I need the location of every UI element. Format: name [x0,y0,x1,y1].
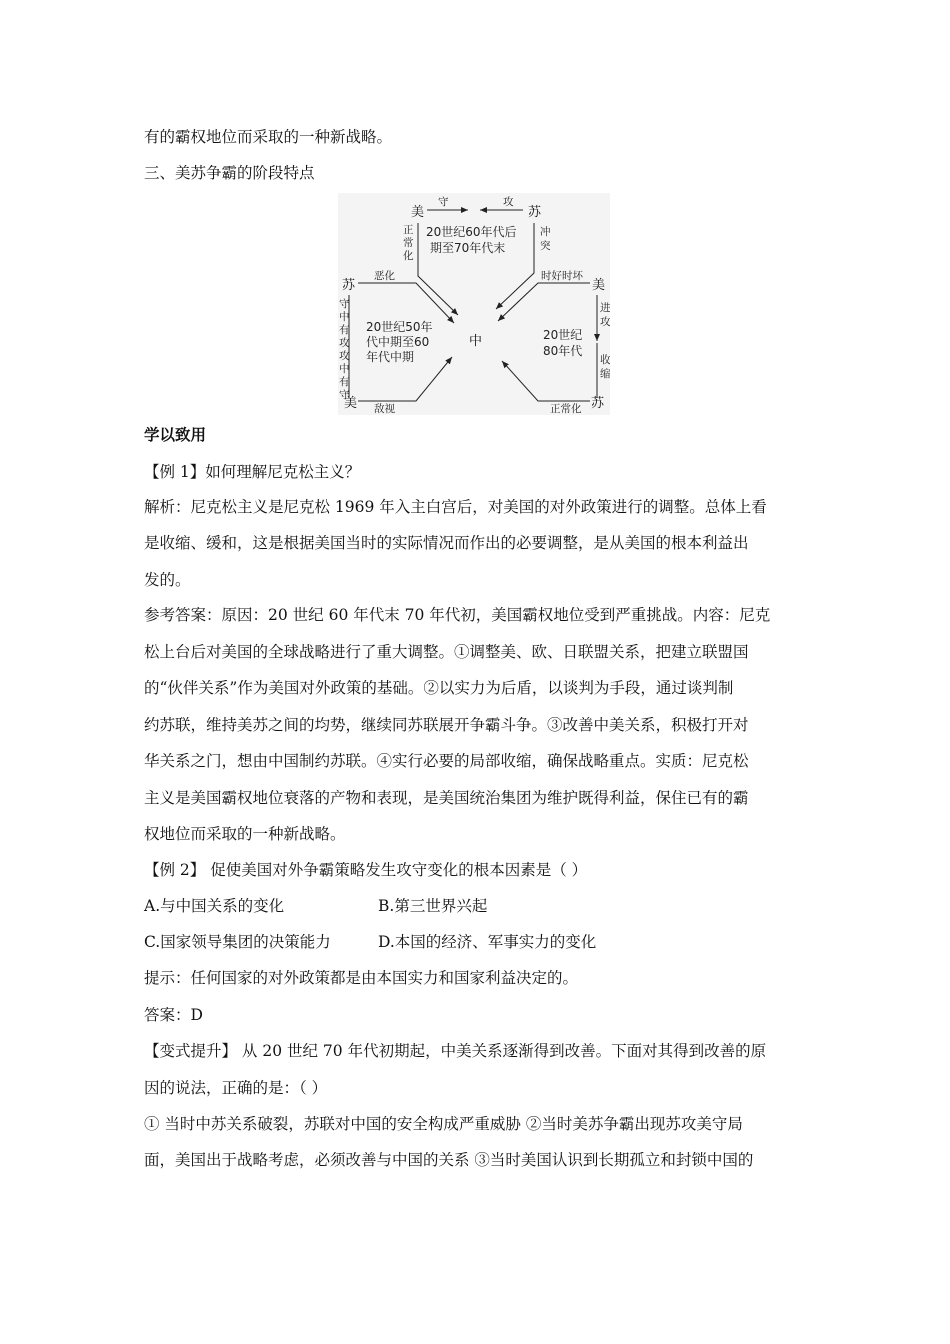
right-period-line1: 20世纪 [543,328,583,342]
left-vertical-char: 攻 [339,337,350,349]
reference-answer: 权地位而采取的一种新战略。 [144,825,346,843]
left-period-line1: 20世纪50年 [366,320,433,334]
option-b: B.第三世界兴起 [378,897,488,915]
top-us-node: 美 [411,205,425,220]
right-ussr-node: 苏 [591,396,605,411]
example2-question: 【例 2】 促使美国对外争霸策略发生攻守变化的根本因素是（ ） [144,861,588,879]
left-vertical-char: 守 [339,389,350,401]
top-right-arrow-char: 冲 [540,226,551,238]
variant-question: 因的说法，正确的是：（ ） [144,1079,328,1097]
example1-analysis: 发的。 [144,571,191,589]
subheading: 三、美苏争霸的阶段特点 [144,164,315,182]
left-us-node: 美 [344,396,358,411]
left-period-line2: 代中期至60 [366,335,430,349]
top-left-arrow-char: 正 [403,224,414,236]
left-vertical-char: 中 [339,363,350,375]
left-vertical-char: 中 [339,311,350,323]
right-vertical-char: 攻 [600,316,610,328]
reference-answer: 松上台后对美国的全球战略进行了重大调整。①调整美、欧、日联盟关系，把建立联盟国 [144,643,749,661]
reference-answer: 主义是美国霸权地位衰落的产物和表现，是美国统治集团为维护既得利益，保住已有的霸 [144,789,749,807]
left-vertical-char: 攻 [339,350,350,362]
right-vertical-char: 收 [600,354,610,366]
example1-question: 【例 1】如何理解尼克松主义？ [144,463,361,481]
china-center-node: 中 [469,334,483,349]
reference-answer: 约苏联，维持美苏之间的均势，继续同苏联展开争霸斗争。③改善中美关系，积极打开对 [144,716,749,734]
option-c: C.国家领导集团的决策能力 [144,933,331,951]
left-hostile-label: 敌视 [374,403,395,415]
top-left-arrow-char: 常 [403,237,414,249]
reference-answer: 参考答案：原因：20 世纪 60 年代末 70 年代初，美国霸权地位受到严重挑战。内容：尼克 [144,606,771,624]
top-defend-label: 守 [438,196,449,208]
right-vertical-char: 进 [600,302,610,314]
left-vertical-char: 守 [339,298,350,310]
right-period-line2: 80年代 [543,344,583,358]
left-vertical-char: 有 [339,324,350,336]
us-ussr-rivalry-diagram [338,193,610,415]
variant-question: 【变式提升】 从 20 世纪 70 年代初期起，中美关系逐渐得到改善。下面对其得到改善的原 [144,1042,767,1060]
text-line: 有的霸权地位而采取的一种新战略。 [144,128,393,146]
left-period-line3: 年代中期 [366,350,415,364]
section-heading: 学以致用 [144,425,207,444]
top-right-arrow-char: 突 [540,240,551,252]
variant-options: 面，美国出于战略考虑，必须改善与中国的关系 ③当时美国认识到长期孤立和封锁中国的 [144,1151,754,1169]
reference-answer: 的“伙伴关系”作为美国对外政策的基础。②以实力为后盾，以谈判为手段，通过谈判制 [144,679,734,697]
right-us-node: 美 [592,278,606,293]
top-attack-label: 攻 [503,196,514,208]
answer: 答案：D [144,1006,203,1024]
hint: 提示：任何国家的对外政策都是由本国实力和国家利益决定的。 [144,969,579,987]
right-normalize-label: 正常化 [550,403,582,415]
right-vertical-char: 缩 [600,368,610,380]
example1-analysis: 解析：尼克松主义是尼克松 1969 年入主白宫后，对美国的对外政策进行的调整。总体上看 [144,498,767,516]
option-a: A.与中国关系的变化 [144,897,285,915]
top-left-arrow-char: 化 [403,250,414,262]
option-d: D.本国的经济、军事实力的变化 [378,933,597,951]
right-sometimes-label: 时好时坏 [541,270,583,282]
left-vertical-char: 有 [339,376,350,388]
example1-analysis: 是收缩、缓和，这是根据美国当时的实际情况而作出的必要调整，是从美国的根本利益出 [144,534,749,552]
reference-answer: 华关系之门，想由中国制约苏联。④实行必要的局部收缩，确保战略重点。实质：尼克松 [144,752,749,770]
variant-options: ① 当时中苏关系破裂，苏联对中国的安全构成严重威胁 ②当时美苏争霸出现苏攻美守局 [144,1115,743,1133]
top-period-line1: 20世纪60年代后 [426,225,517,239]
top-period-line2: 期至70年代末 [430,241,506,255]
left-worsen-label: 恶化 [374,270,395,282]
top-ussr-node: 苏 [528,205,542,220]
left-ussr-node: 苏 [342,278,356,293]
